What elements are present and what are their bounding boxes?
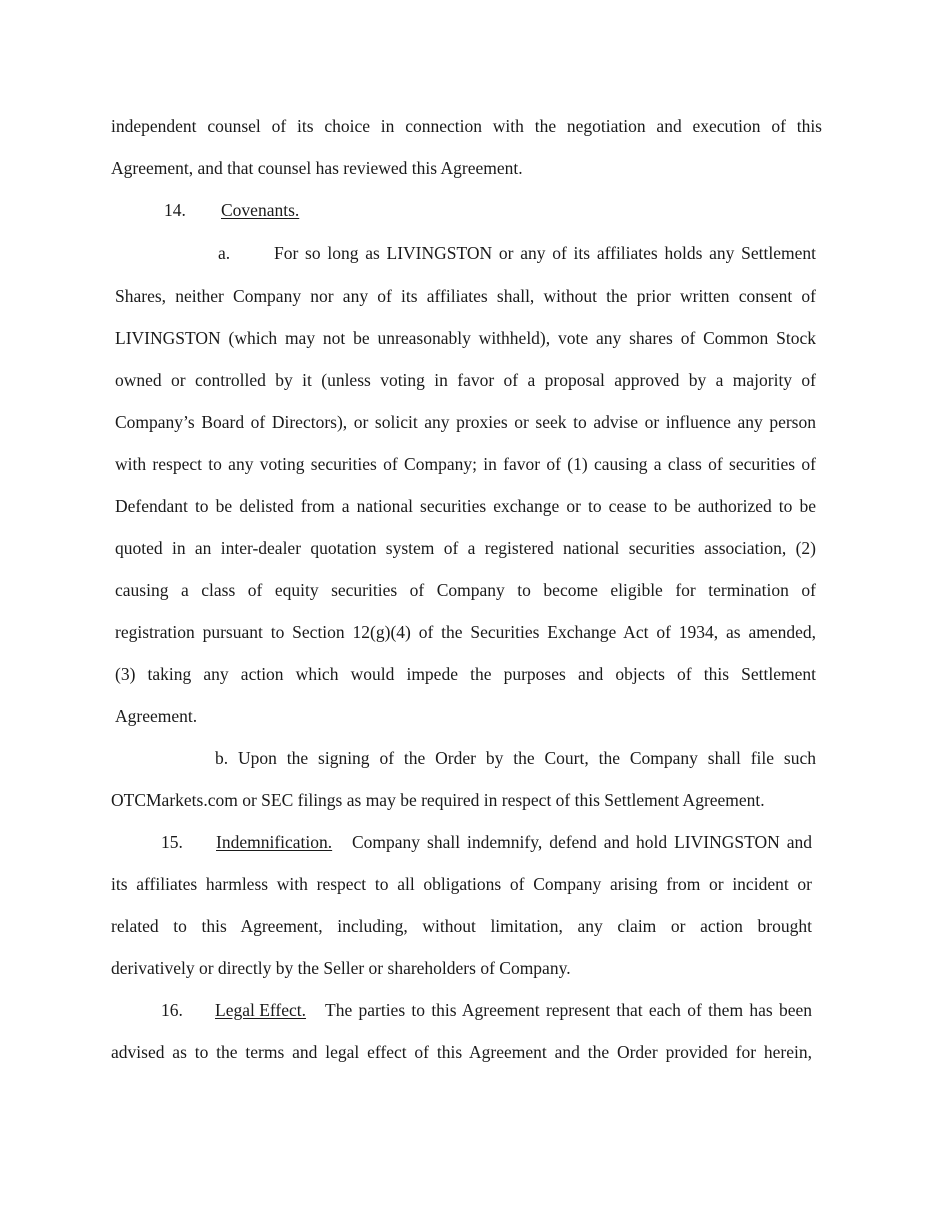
body-line: Agreement. [115, 706, 198, 726]
item-a-first-line: For so long as LIVINGSTON or any of its affiliates holds any Settlement [274, 243, 816, 263]
body-line: registration pursuant to Section 12(g)(4) of the Securities Exchange Act of 1934, as amended, [115, 622, 816, 642]
body-line: Agreement, and that counsel has reviewed this Agreement. [111, 158, 523, 178]
body-line: Company’s Board of Directors), or solicit any proxies or seek to advise or influence any person [115, 412, 816, 432]
body-line: its affiliates harmless with respect to all obligations of Company arising from or incident or [111, 874, 812, 894]
body-line: Shares, neither Company nor any of its affiliates shall, without the prior written consent of [115, 286, 816, 306]
body-line: owned or controlled by it (unless voting in favor of a proposal approved by a majority of [115, 370, 816, 390]
body-line: related to this Agreement, including, without limitation, any claim or action brought [111, 916, 812, 936]
body-line: with respect to any voting securities of Company; in favor of (1) causing a class of securities of [115, 454, 816, 474]
body-line: independent counsel of its choice in connection with the negotiation and execution of this [111, 116, 822, 136]
body-line: (3) taking any action which would impede the purposes and objects of this Settlement [115, 664, 816, 684]
item-a-label: a. [218, 243, 231, 263]
body-line: derivatively or directly by the Seller or shareholders of Company. [111, 958, 571, 978]
section-14-heading: Covenants. [221, 200, 300, 220]
body-line: quoted in an inter-dealer quotation system of a registered national securities association, (2) [115, 538, 816, 558]
body-line: LIVINGSTON (which may not be unreasonably withheld), vote any shares of Common Stock [115, 328, 816, 348]
body-line: Defendant to be delisted from a national securities exchange or to cease to be authorized to be [115, 496, 816, 516]
body-line: advised as to the terms and legal effect of this Agreement and the Order provided for herein, [111, 1042, 812, 1062]
section-15-number: 15. [161, 832, 183, 852]
body-line: causing a class of equity securities of Company to become eligible for termination of [115, 580, 816, 600]
section-16-number: 16. [161, 1000, 183, 1020]
body-line: OTCMarkets.com or SEC filings as may be required in respect of this Settlement Agreement. [111, 790, 765, 810]
section-15-heading: Indemnification. [216, 832, 333, 852]
section-15-first-line: Company shall indemnify, defend and hold LIVINGSTON and [352, 832, 812, 852]
section-14-number: 14. [164, 200, 186, 220]
item-b-first-line: b. Upon the signing of the Order by the Court, the Company shall file such [215, 748, 816, 768]
section-16-first-line: The parties to this Agreement represent that each of them has been [325, 1000, 812, 1020]
section-16-heading: Legal Effect. [215, 1000, 307, 1020]
